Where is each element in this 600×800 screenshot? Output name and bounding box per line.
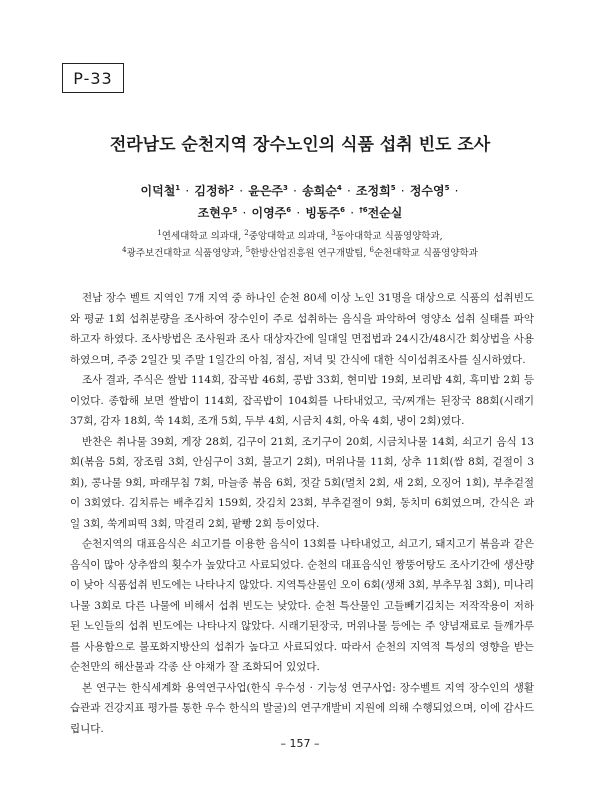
page-number: – 157 – [280, 737, 320, 750]
author-separator: · [296, 206, 301, 220]
affiliation-sup: 5 [245, 245, 251, 254]
author-separator: · [400, 184, 405, 198]
affiliation-list [60, 228, 540, 262]
poster-code: P-33 [73, 68, 113, 88]
author-list [60, 180, 540, 224]
author-name: 이덕철 [140, 184, 176, 198]
author-sup: †6 [359, 206, 368, 214]
affiliation-text: 광주보건대학교 식품영양과, [126, 248, 246, 259]
author-sup: 3 [283, 184, 288, 192]
body-paragraph-purpose: 전남 장수 벨트 지역인 7개 지역 중 하나인 순천 80세 이상 노인 31명을 대상으로 식품의 섭취빈도와 평균 1회 섭취분량을 조사하여 장수인이 주로 섭취하는 음식을 파악하여 영양소 섭취 실태를 파악하고자 하였다. 조사방법은 조사원과 조사 대상자간에 일대일 면접법과 24시간/48시간 회상법을 사용하였으며, 주중 2일간 및 주말 1일간의 아침, 점심, 저녁 및 간식에 대한 식이섭취조사를 실시하였다. [70, 292, 534, 366]
author-name: 김정하 [194, 184, 230, 198]
author-separator: · [454, 184, 459, 198]
author-name: 이영주 [251, 206, 287, 220]
author-sup: 6 [340, 206, 345, 214]
affiliation-text: 중앙대학교 의과대, [248, 231, 332, 242]
author-sup: 5 [390, 184, 396, 192]
author-sup: 5 [232, 206, 238, 214]
author-separator: · [346, 184, 351, 198]
author-sup: 6 [286, 206, 292, 214]
author-separator: · [239, 184, 244, 198]
affiliation-line-1 [60, 228, 540, 245]
affiliation-text: 동아대학교 식품영양학과, [335, 231, 443, 242]
abstract-body [70, 288, 534, 739]
affiliation-sup: 6 [369, 245, 374, 254]
author-sup: 5 [444, 184, 450, 192]
author-separator: · [293, 184, 297, 198]
body-paragraph-staple-foods: 조사 결과, 주식은 쌀밥 114회, 잡곡밥 46회, 콩밥 33회, 현미밥 19회, 보리밥 4회, 흑미밥 2회 등이었다. 종합해 보면 쌀밥이 114회, 잡곡밥이 104회를 나타내었고, 국/찌개는 된장국 88회(시래기 37회, 감자 18회, 쑥 14회, 조개 5회, 두부 4회, 시금치 4회, 아욱 4회, 냉이 2회)였다. [70, 374, 534, 427]
author-sup: 2 [229, 184, 235, 192]
author-separator: · [185, 184, 190, 198]
author-separator: · [242, 206, 247, 220]
author-name: 조정희 [355, 184, 391, 198]
affiliation-sup: 4 [122, 245, 127, 254]
paper-title: 전라남도 순천지역 장수노인의 식품 섭취 빈도 조사 [109, 135, 491, 155]
author-name: 송희순 [302, 184, 337, 198]
author-name: 정수영 [409, 184, 445, 198]
affiliation-sup: 1 [157, 228, 162, 237]
affiliation-line-2 [60, 245, 540, 262]
author-line-2 [60, 202, 540, 224]
author-sup: 4 [336, 184, 342, 192]
author-line-1 [60, 180, 540, 202]
affiliation-text: 연세대학교 의과대, [161, 231, 245, 242]
affiliation-sup: 2 [244, 228, 249, 237]
author-name: 조현우 [197, 206, 233, 220]
body-paragraph-side-dishes: 반찬은 취나물 39회, 게장 28회, 김구이 21회, 조기구이 20회, 시금치나물 14회, 쇠고기 음식 13회(볶음 5회, 장조림 3회, 안심구이 3회, 불고기 2회), 머위나물 11회, 상추 11회(쌈 8회, 겉절이 3회), 콩나물 9회, 파래무침 7회, 마늘종 볶음 6회, 젓갈 5회(멸치 2회, 새 2회, 오징어 1회), 부추겉절이 3회였다. 김치류는 배추김치 159회, 갓김치 23회, 부추겉절이 9회, 동치미 6회였으며, 간식은 과일 3회, 쑥게피떡 3회, 막걸리 2회, 팥빵 2회 등이었다. [70, 435, 534, 530]
author-name: 윤은주 [248, 184, 284, 198]
body-paragraph-acknowledgement: 본 연구는 한식세계화 용역연구사업(한식 우수성 · 기능성 연구사업: 장수벨트 지역 장수인의 생활습관과 건강지표 평가를 통한 우수 한식의 발굴)의 연구개발비 지원에 의해 수행되었으며, 이에 감사드립니다. [70, 681, 534, 735]
author-name: 빙동주 [305, 206, 341, 220]
affiliation-text: 한방산업진흥원 연구개발팀, [250, 248, 370, 259]
affiliation-text: 순천대학교 식품영양학과 [373, 248, 478, 259]
body-paragraph-regional-foods: 순천지역의 대표음식은 쇠고기를 이용한 음식이 13회를 나타내었고, 쇠고기, 돼지고기 볶음과 같은 음식이 많아 상추쌈의 횟수가 높았다고 사료되었다. 순천의 대표음식인 짱뚱어탕도 조사기간에 생산량이 낮아 식품섭취 빈도에는 나타나지 않았다. 지역특산물인 오이 6회(생채 3회, 부추무침 3회), 미나리나물 3회로 다른 나물에 비해서 섭취 빈도는 낮았다. 순천 특산물인 고들빼기김치는 저작작용이 저하된 노인들의 섭취 빈도에는 나타나지 않았다. 시래기된장국, 머위나물 등에는 주 양념재료로 들깨가루를 사용함으로 불포화지방산의 섭취가 높다고 사료되었다. 따라서 순천의 지역적 특성의 영향을 받는 순천만의 해산물과 각종 산 야채가 잘 조화되어 있었다. [70, 538, 534, 673]
author-name: 전순실 [367, 206, 403, 220]
author-separator: · [350, 206, 355, 220]
poster-code-box [62, 63, 124, 93]
affiliation-sup: 3 [331, 228, 336, 237]
author-sup: 1 [175, 184, 181, 192]
